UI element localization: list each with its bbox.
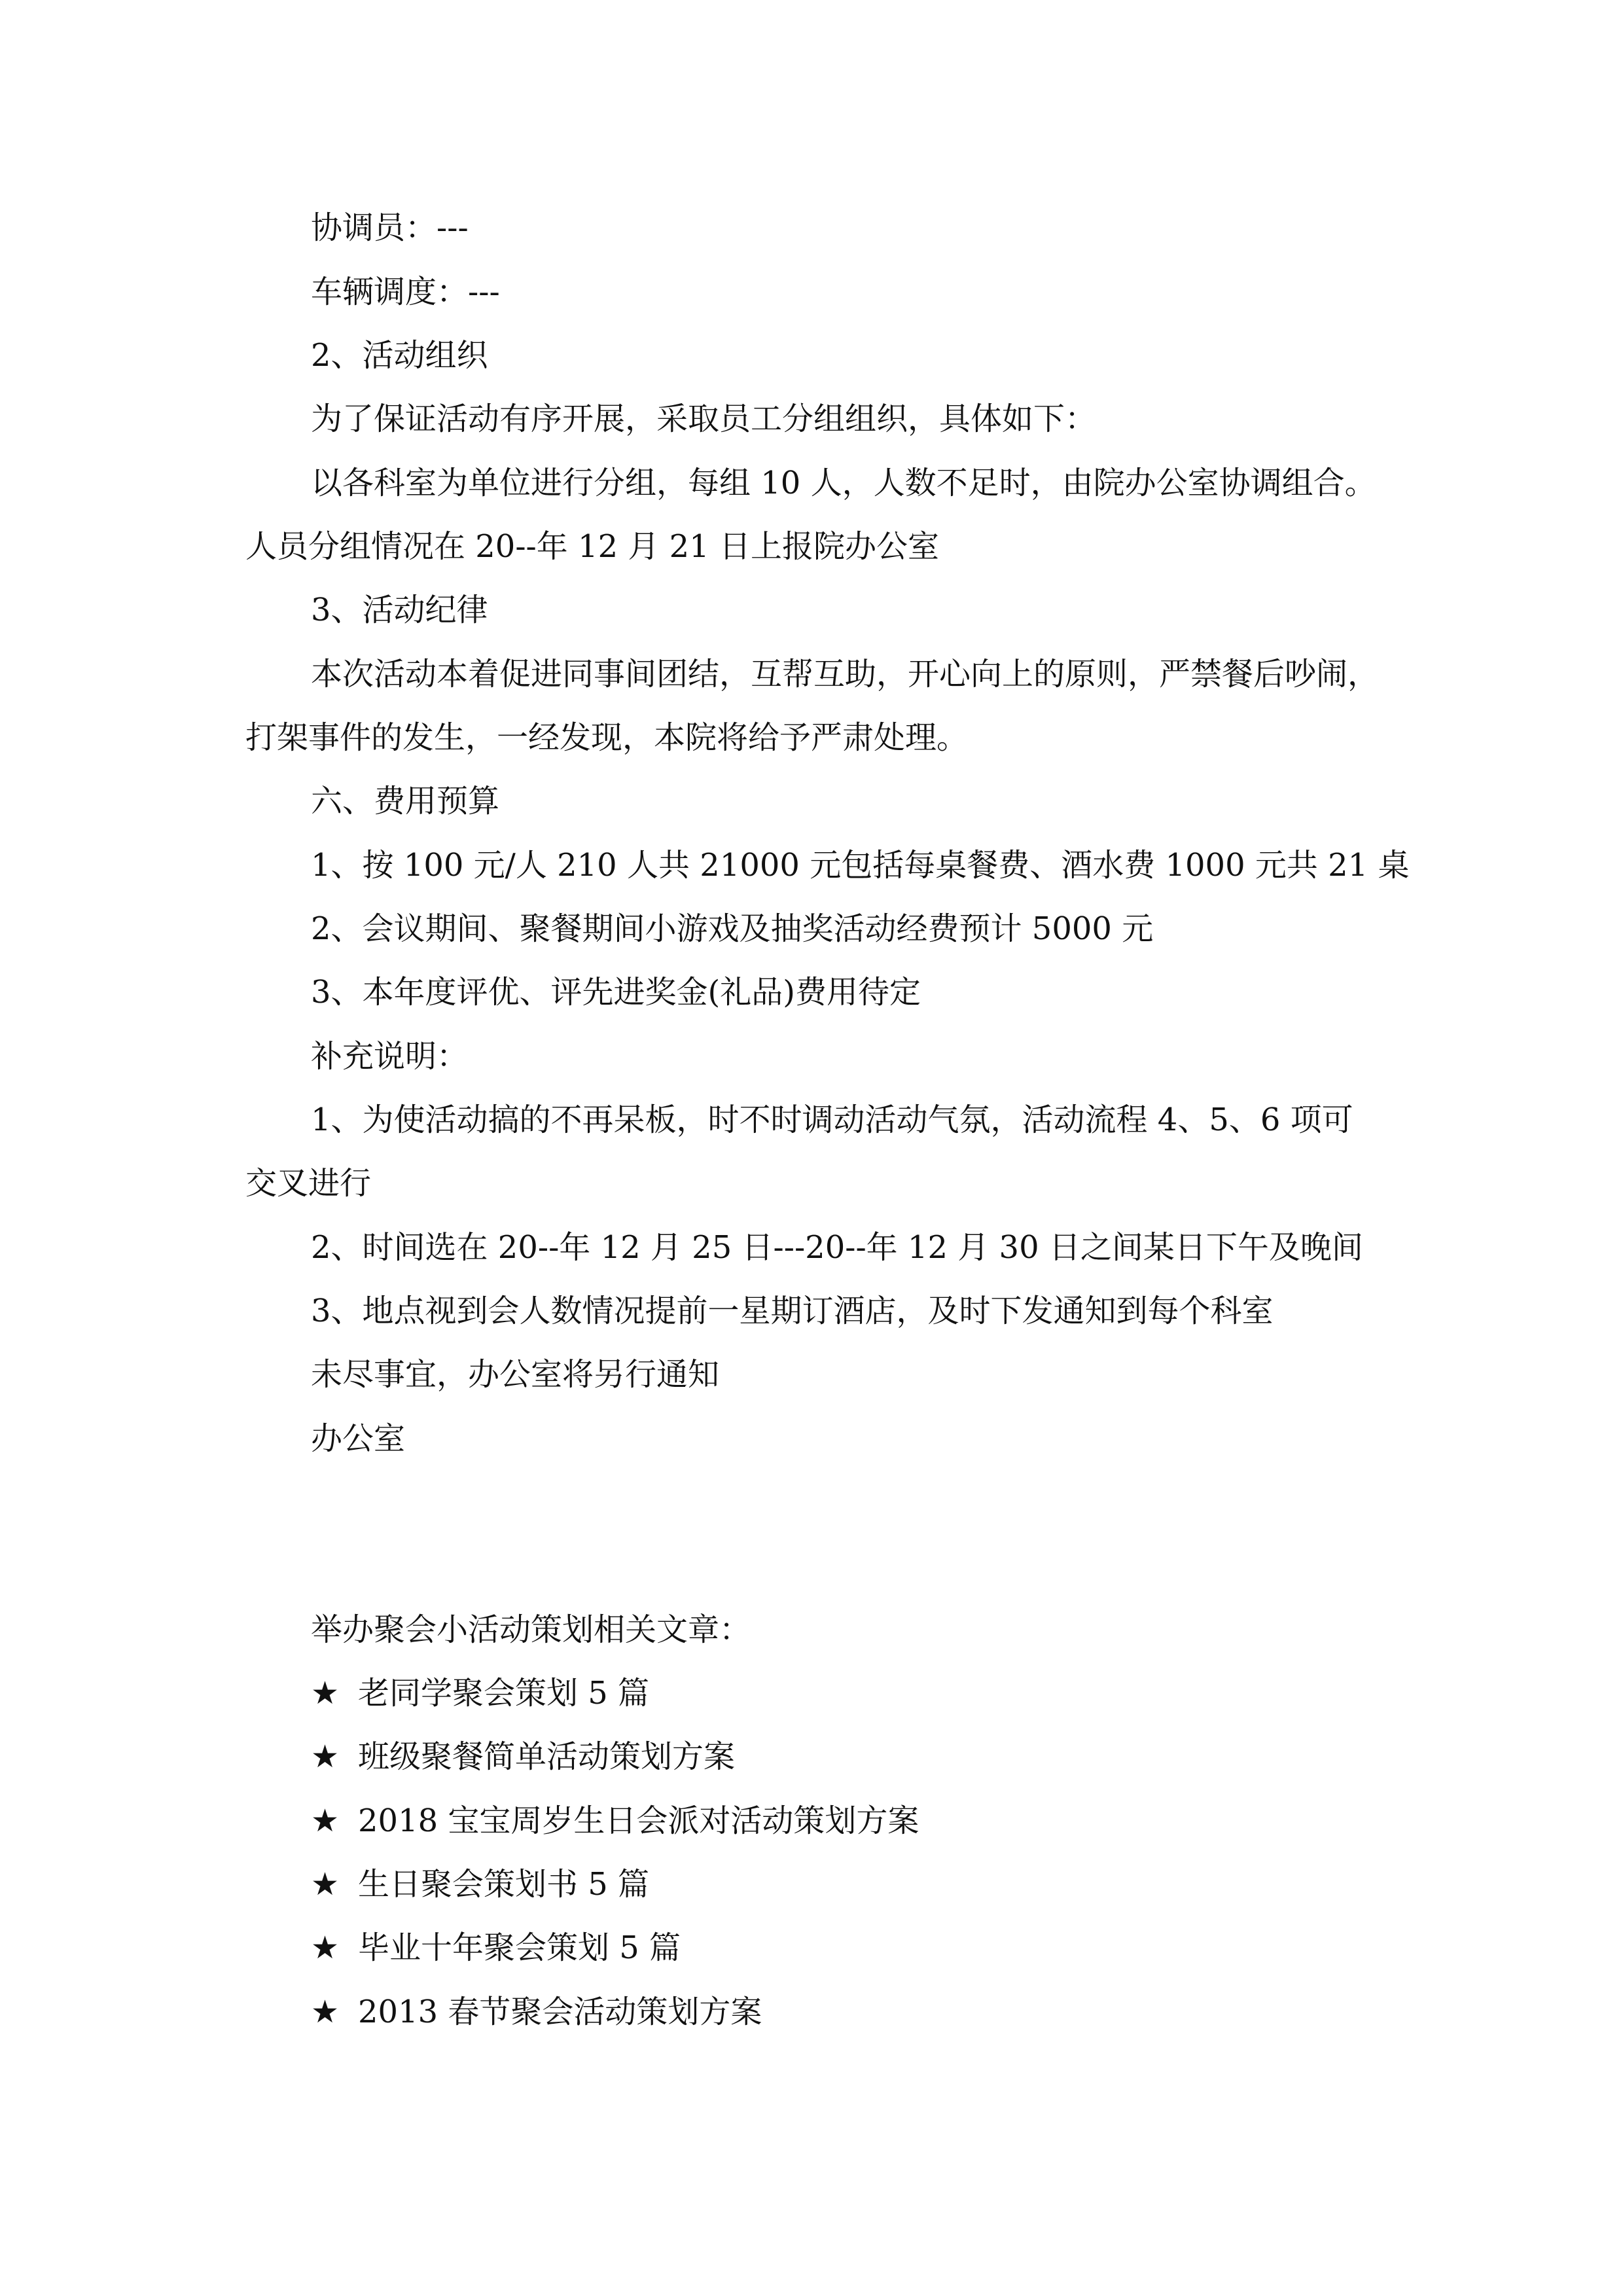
related-article-title: 2013 春节聚会活动策划方案 xyxy=(358,1994,762,2030)
budget-item: 1、按 100 元/人 210 人共 21000 元包括每桌餐费、酒水费 1000 元共 21 桌 xyxy=(311,847,1410,884)
budget-item: 3、本年度评优、评先进奖金(礼品)费用待定 xyxy=(311,974,921,1011)
section-heading-discipline: 3、活动纪律 xyxy=(311,592,488,628)
note-item-continuation: 交叉进行 xyxy=(245,1165,372,1202)
related-article-link[interactable] xyxy=(311,1801,919,1840)
signature-office: 办公室 xyxy=(311,1420,406,1457)
section-heading-budget: 六、费用预算 xyxy=(311,783,500,819)
paragraph-line: 为了保证活动有序开展，采取员工分组组织，具体如下： xyxy=(311,401,1097,437)
paragraph-line: 本次活动本着促进同事间团结，互帮互助，开心向上的原则，严禁餐后吵闹， xyxy=(311,656,1380,692)
related-article-link[interactable] xyxy=(311,1928,681,1967)
star-icon: ★ xyxy=(311,1675,340,1712)
star-icon: ★ xyxy=(311,1803,340,1839)
related-article-title: 2018 宝宝周岁生日会派对活动策划方案 xyxy=(358,1803,919,1839)
star-icon: ★ xyxy=(311,1929,340,1966)
vehicle-dispatch-line: 车辆调度：--- xyxy=(311,274,500,310)
paragraph-line: 打架事件的发生，一经发现，本院将给予严肃处理。 xyxy=(245,719,969,756)
section-heading-notes: 补充说明： xyxy=(311,1038,469,1075)
related-article-link[interactable] xyxy=(311,1737,735,1776)
related-article-link[interactable] xyxy=(311,1865,649,1904)
closing-note: 未尽事宜，办公室将另行通知 xyxy=(311,1356,720,1393)
related-article-title: 毕业十年聚会策划 5 篇 xyxy=(358,1929,681,1966)
budget-item: 2、会议期间、聚餐期间小游戏及抽奖活动经费预计 5000 元 xyxy=(311,910,1154,947)
related-article-title: 班级聚餐简单活动策划方案 xyxy=(358,1738,736,1775)
related-article-title: 老同学聚会策划 5 篇 xyxy=(358,1675,650,1712)
note-item: 3、地点视到会人数情况提前一星期订酒店，及时下发通知到每个科室 xyxy=(311,1293,1274,1329)
related-article-link[interactable] xyxy=(311,1992,762,2032)
related-articles-heading: 举办聚会小活动策划相关文章： xyxy=(311,1611,751,1648)
paragraph-line: 以各科室为单位进行分组，每组 10 人，人数不足时，由院办公室协调组合。 xyxy=(311,465,1376,501)
paragraph-line: 人员分组情况在 20--年 12 月 21 日上报院办公室 xyxy=(245,528,939,565)
star-icon: ★ xyxy=(311,1994,340,2030)
note-item: 1、为使活动搞的不再呆板，时不时调动活动气氛，活动流程 4、5、6 项可 xyxy=(311,1102,1353,1138)
star-icon: ★ xyxy=(311,1866,340,1903)
coordinator-line: 协调员：--- xyxy=(311,209,469,246)
related-article-link[interactable] xyxy=(311,1674,649,1713)
note-item: 2、时间选在 20--年 12 月 25 日---20--年 12 月 30 日之间某日下午及晚间 xyxy=(311,1229,1363,1266)
star-icon: ★ xyxy=(311,1738,340,1775)
related-article-title: 生日聚会策划书 5 篇 xyxy=(358,1866,650,1903)
section-heading-organization: 2、活动组织 xyxy=(311,337,488,374)
